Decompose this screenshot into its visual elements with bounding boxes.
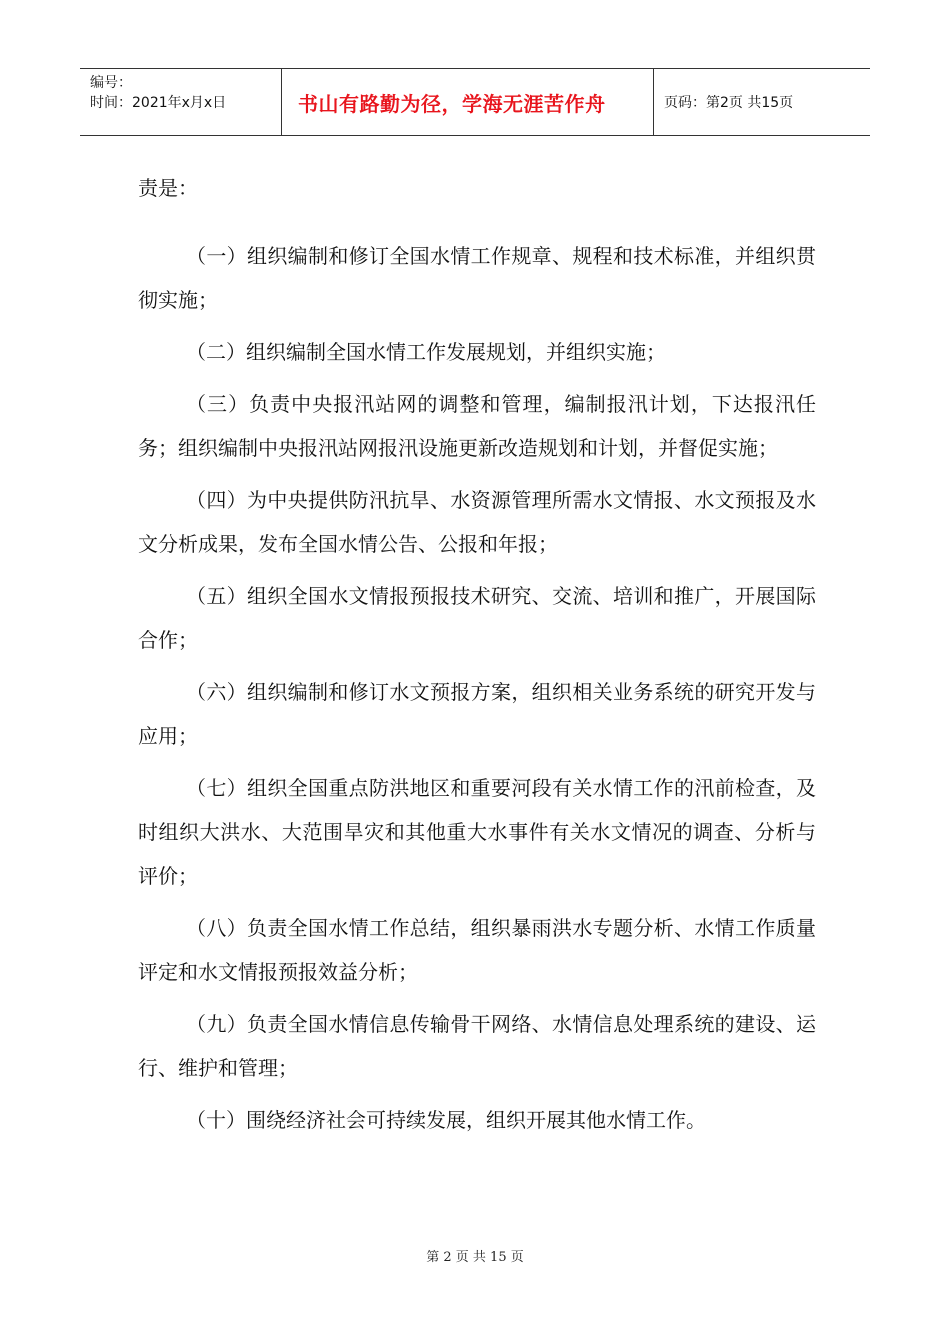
header-page-info: 页码：第2页 共15页 [664,95,794,111]
document-time: 时间：2021年x月x日 [90,95,227,111]
list-item-2: （二）组织编制全国水情工作发展规划，并组织实施； [186,340,666,364]
intro-text: 责是： [138,176,198,200]
list-item-3: （三）负责中央报汛站网的调整和管理，编制报汛计划，下达报汛任务；组织编制中央报汛站网报汛设施更新改造规划和计划，并督促实施； [138,392,816,460]
document-body [138,166,816,1150]
list-item-4: （四）为中央提供防汛抗旱、水资源管理所需水文情报、水文预报及水文分析成果，发布全国水情公告、公报和年报； [138,488,816,556]
list-item-6: （六）组织编制和修订水文预报方案，组织相关业务系统的研究开发与应用； [138,680,816,748]
list-item-9: （九）负责全国水情信息传输骨干网络、水情信息处理系统的建设、运行、维护和管理； [138,1012,816,1080]
list-item-1: （一）组织编制和修订全国水情工作规章、规程和技术标准，并组织贯彻实施； [138,244,816,312]
page-footer: 第 2 页 共 15 页 [426,1250,524,1265]
page-header [80,68,870,136]
list-item-5: （五）组织全国水文情报预报技术研究、交流、培训和推广，开展国际合作； [138,584,816,652]
header-motto: 书山有路勤为径，学海无涯苦作舟 [282,69,654,135]
list-item-10: （十）围绕经济社会可持续发展，组织开展其他水情工作。 [186,1108,706,1132]
list-item-8: （八）负责全国水情工作总结，组织暴雨洪水专题分析、水情工作质量评定和水文情报预报效益分析； [138,916,816,984]
list-item-7: （七）组织全国重点防洪地区和重要河段有关水情工作的汛前检查，及时组织大洪水、大范围旱灾和其他重大水事件有关水文情况的调查、分析与评价； [138,776,816,888]
header-meta [80,69,282,135]
document-number-label: 编号： [90,75,132,91]
